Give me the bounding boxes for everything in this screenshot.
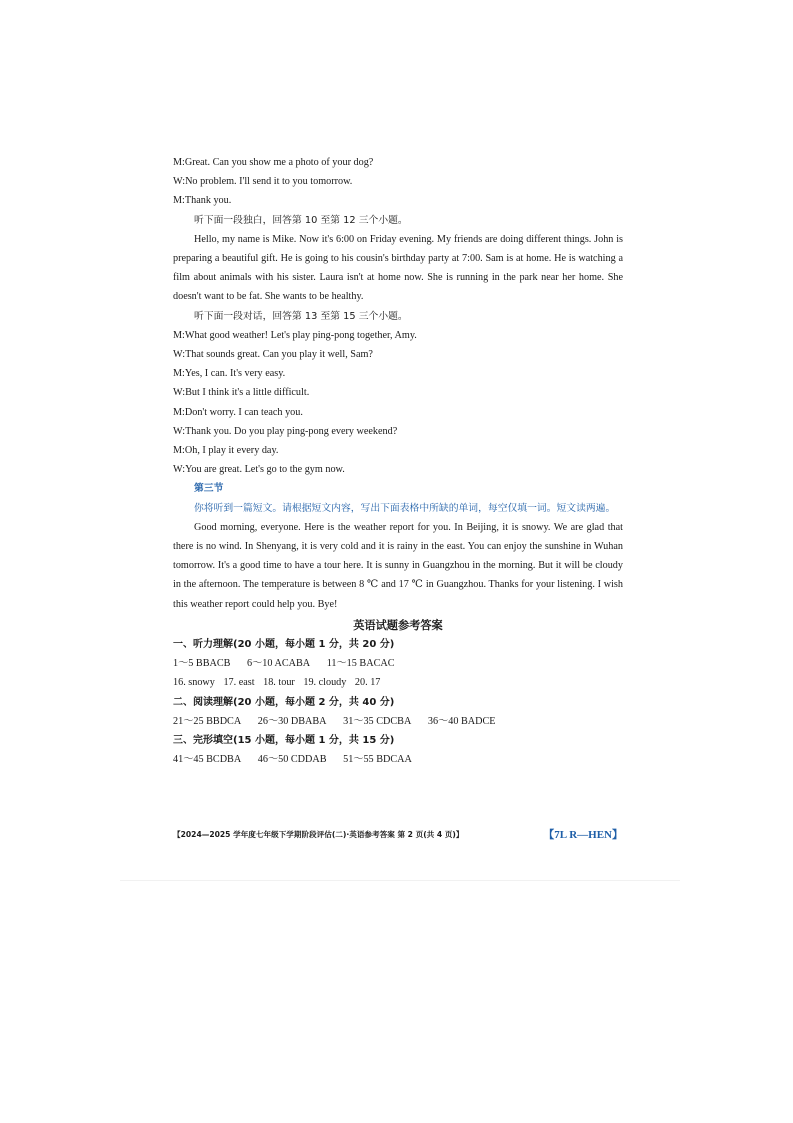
answer-group: 51～55 BDCAA [343,754,412,766]
answer-key-title: 英语试题参考答案 [353,618,443,632]
dialogue-line: M:Thank you. [173,195,232,207]
answer-item: 20. 17 [354,677,381,689]
answer-group: 11～15 BACAC [326,658,395,670]
answer-part-1-row-1 [173,654,623,673]
answer-group: 6～10 ACABA [247,658,311,670]
footer-code: 【7L R—HEN】 [543,829,623,841]
dialogue-2-intro: 听下面一段对话，回答第 13 至第 15 三个小题。 [194,310,408,322]
answer-part-2-heading: 二、阅读理解(20 小题，每小题 2 分，共 40 分) [173,696,395,708]
dialogue-line: M:Great. Can you show me a photo of your dog? [173,157,374,168]
section-3-title: 第三节 [194,483,224,495]
answer-group: 1～5 BBACB [173,658,231,670]
monologue-intro: 听下面一段独白，回答第 10 至第 12 三个小题。 [194,214,408,226]
answer-part-3-heading: 三、完形填空(15 小题，每小题 1 分，共 15 分) [173,735,395,747]
answer-part-1-row-2 [173,673,623,692]
answer-group: 26～30 DBABA [257,715,327,727]
dialogue-line: W:That sounds great. Can you play it well, Sam? [173,349,373,361]
dialogue-line: M:Yes, I can. It's very easy. [173,368,286,380]
dialogue-line: W:Thank you. Do you play ping-pong every weekend? [173,425,398,437]
dialogue-line: M:What good weather! Let's play ping-pong together, Amy. [173,329,417,341]
answer-group: 46～50 CDDAB [257,754,327,766]
answer-group: 21～25 BBDCA [173,715,242,727]
dialogue-line: M:Oh, I play it every day. [173,445,279,457]
dialogue-1 [173,153,623,211]
answer-item: 19. cloudy [303,677,347,689]
answer-item: 18. tour [263,677,295,689]
dialogue-line: W:No problem. I'll send it to you tomorrow. [173,176,353,188]
dialogue-2 [173,326,623,480]
scan-edge-divider [120,880,680,881]
dialogue-line: W:But I think it's a little difficult. [173,387,310,399]
answer-item: 17. east [223,677,255,689]
answer-part-1-heading: 一、听力理解(20 小题，每小题 1 分，共 20 分) [173,639,395,651]
monologue-text: Hello, my name is Mike. Now it's 6:00 on Friday evening. My friends are doing different things. John is preparing a beautiful gift. He is going to his cousin's birthday party at 7:00. Sam is at home. He is watching a film about animals with his sister. Laura isn't at home now. She is running in the park near her home. She doesn't want to be fat. She wants to be healthy. [173,233,623,303]
page-content [173,153,623,770]
dialogue-line: W:You are great. Let's go to the gym now. [173,464,345,476]
answer-group: 36～40 BADCE [427,715,496,727]
answer-group: 41～45 BCDBA [173,754,242,766]
answer-group: 31～35 CDCBA [343,715,412,727]
dialogue-line: M:Don't worry. I can teach you. [173,406,303,418]
section-3-instruction: 你将听到一篇短文。请根据短文内容，写出下面表格中所缺的单词，每空仅填一词。短文读两遍。 [194,502,616,514]
answer-part-3-row [173,750,623,769]
footer-info: 【2024—2025 学年度七年级下学期阶段评估(二)·英语参考答案 第 2 页(共 4 页)】 [173,829,464,839]
answer-part-2-row [173,712,623,731]
weather-passage: Good morning, everyone. Here is the weather report for you. In Beijing, it is snowy. We are glad that there is no wind. In Shenyang, it is very cold and it is rainy in the east. You can enjoy the sunshine in Wuhan tomorrow. It's a good time to have a tour here. It is sunny in Guangzhou in the morning. But it will be cloudy in the afternoon. The temperature is between 8 ℃ and 17 ℃ in Guangzhou. Thanks for your listening. I wish this weather report could help you. Bye! [173,521,623,610]
answer-item: 16. snowy [173,677,215,689]
page-footer [173,826,623,842]
